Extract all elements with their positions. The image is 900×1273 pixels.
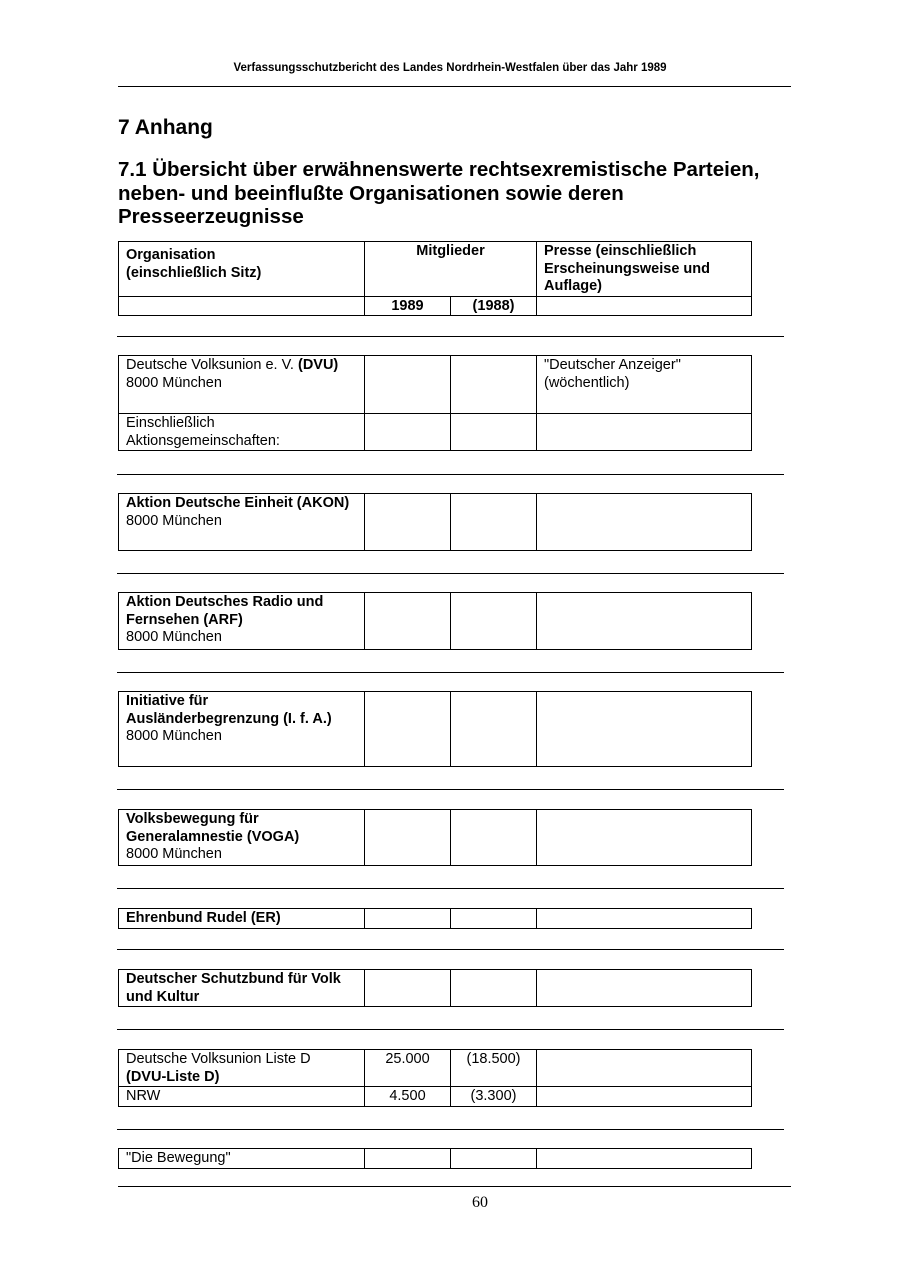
nrw-1988-value: (3.300) <box>451 1087 537 1107</box>
members-1988-value: (18.500) <box>451 1050 537 1087</box>
organisation-cell: Deutsche Volksunion Liste D (DVU-Liste D) <box>119 1050 365 1087</box>
region-label: NRW <box>119 1087 365 1107</box>
separator-line <box>117 1029 784 1030</box>
entry-er <box>118 908 752 929</box>
members-1989-value: 25.000 <box>365 1050 451 1087</box>
organisation-subheader: (einschließlich Sitz) <box>126 264 262 281</box>
organisation-cell: "Die Bewegung" <box>119 1149 365 1169</box>
organisation-city: 8000 München <box>126 728 222 744</box>
organisation-cell: Ehrenbund Rudel (ER) <box>119 909 365 929</box>
header-rule <box>118 86 791 87</box>
footer-rule <box>118 1186 791 1187</box>
separator-line <box>117 789 784 790</box>
header-empty-cell <box>119 296 365 316</box>
entry-akon <box>118 493 752 551</box>
separator-line <box>117 336 784 337</box>
organisation-header: Organisation (einschließlich Sitz) <box>119 242 365 297</box>
running-head: Verfassungsschutzbericht des Landes Nordrhein-Westfalen über das Jahr 1989 <box>233 62 667 74</box>
organisation-cell: Aktion Deutsches Radio und Fernsehen (ARF) 8000 München <box>119 593 365 650</box>
entry-arf <box>118 592 752 650</box>
separator-line <box>117 573 784 574</box>
organisation-city: 8000 München <box>126 374 222 391</box>
separator-line <box>117 1129 784 1130</box>
year-current-header: 1989 <box>365 296 451 316</box>
press-cell: "Deutscher Anzeiger" (wöchentlich) <box>537 356 752 414</box>
separator-line <box>117 474 784 475</box>
separator-line <box>117 949 784 950</box>
organisation-city: 8000 München <box>126 629 222 645</box>
section-title: 7.1 Übersicht über erwähnenswerte rechtsexremistische Parteien, neben- und beeinflußte Organisationen sowie deren Presseerzeugnisse <box>118 158 760 228</box>
entry-ifa <box>118 691 752 767</box>
organisation-cell: Deutscher Schutzbund für Volk und Kultur <box>119 970 365 1007</box>
entry-voga <box>118 809 752 866</box>
entry-die-bewegung <box>118 1148 752 1169</box>
organisation-cell: Volksbewegung für Generalamnestie (VOGA) 8000 München <box>119 810 365 866</box>
header-empty-cell <box>537 296 752 316</box>
members-header: Mitglieder <box>365 242 537 297</box>
entry-dvu-liste-d <box>118 1049 752 1107</box>
header-table <box>118 241 752 316</box>
separator-line <box>117 672 784 673</box>
separator-line <box>117 888 784 889</box>
entry-dsvk <box>118 969 752 1007</box>
nrw-1989-value: 4.500 <box>365 1087 451 1107</box>
press-header: Presse (einschließlich Erscheinungsweise und Auflage) <box>537 242 752 297</box>
organisation-cell: Aktion Deutsche Einheit (AKON) 8000 München <box>119 494 365 551</box>
page-number: 60 <box>472 1194 488 1211</box>
year-previous-header: (1988) <box>451 296 537 316</box>
chapter-title: 7 Anhang <box>118 116 213 139</box>
organisation-city: 8000 München <box>126 846 222 862</box>
organisation-cell: Deutsche Volksunion e. V. (DVU) 8000 München <box>119 356 365 414</box>
organisation-city: 8000 München <box>126 512 222 529</box>
entry-dvu <box>118 355 752 451</box>
sub-organisation-label: Einschließlich Aktionsgemeinschaften: <box>119 414 365 451</box>
organisation-cell: Initiative für Ausländerbegrenzung (I. f. A.) 8000 München <box>119 692 365 767</box>
